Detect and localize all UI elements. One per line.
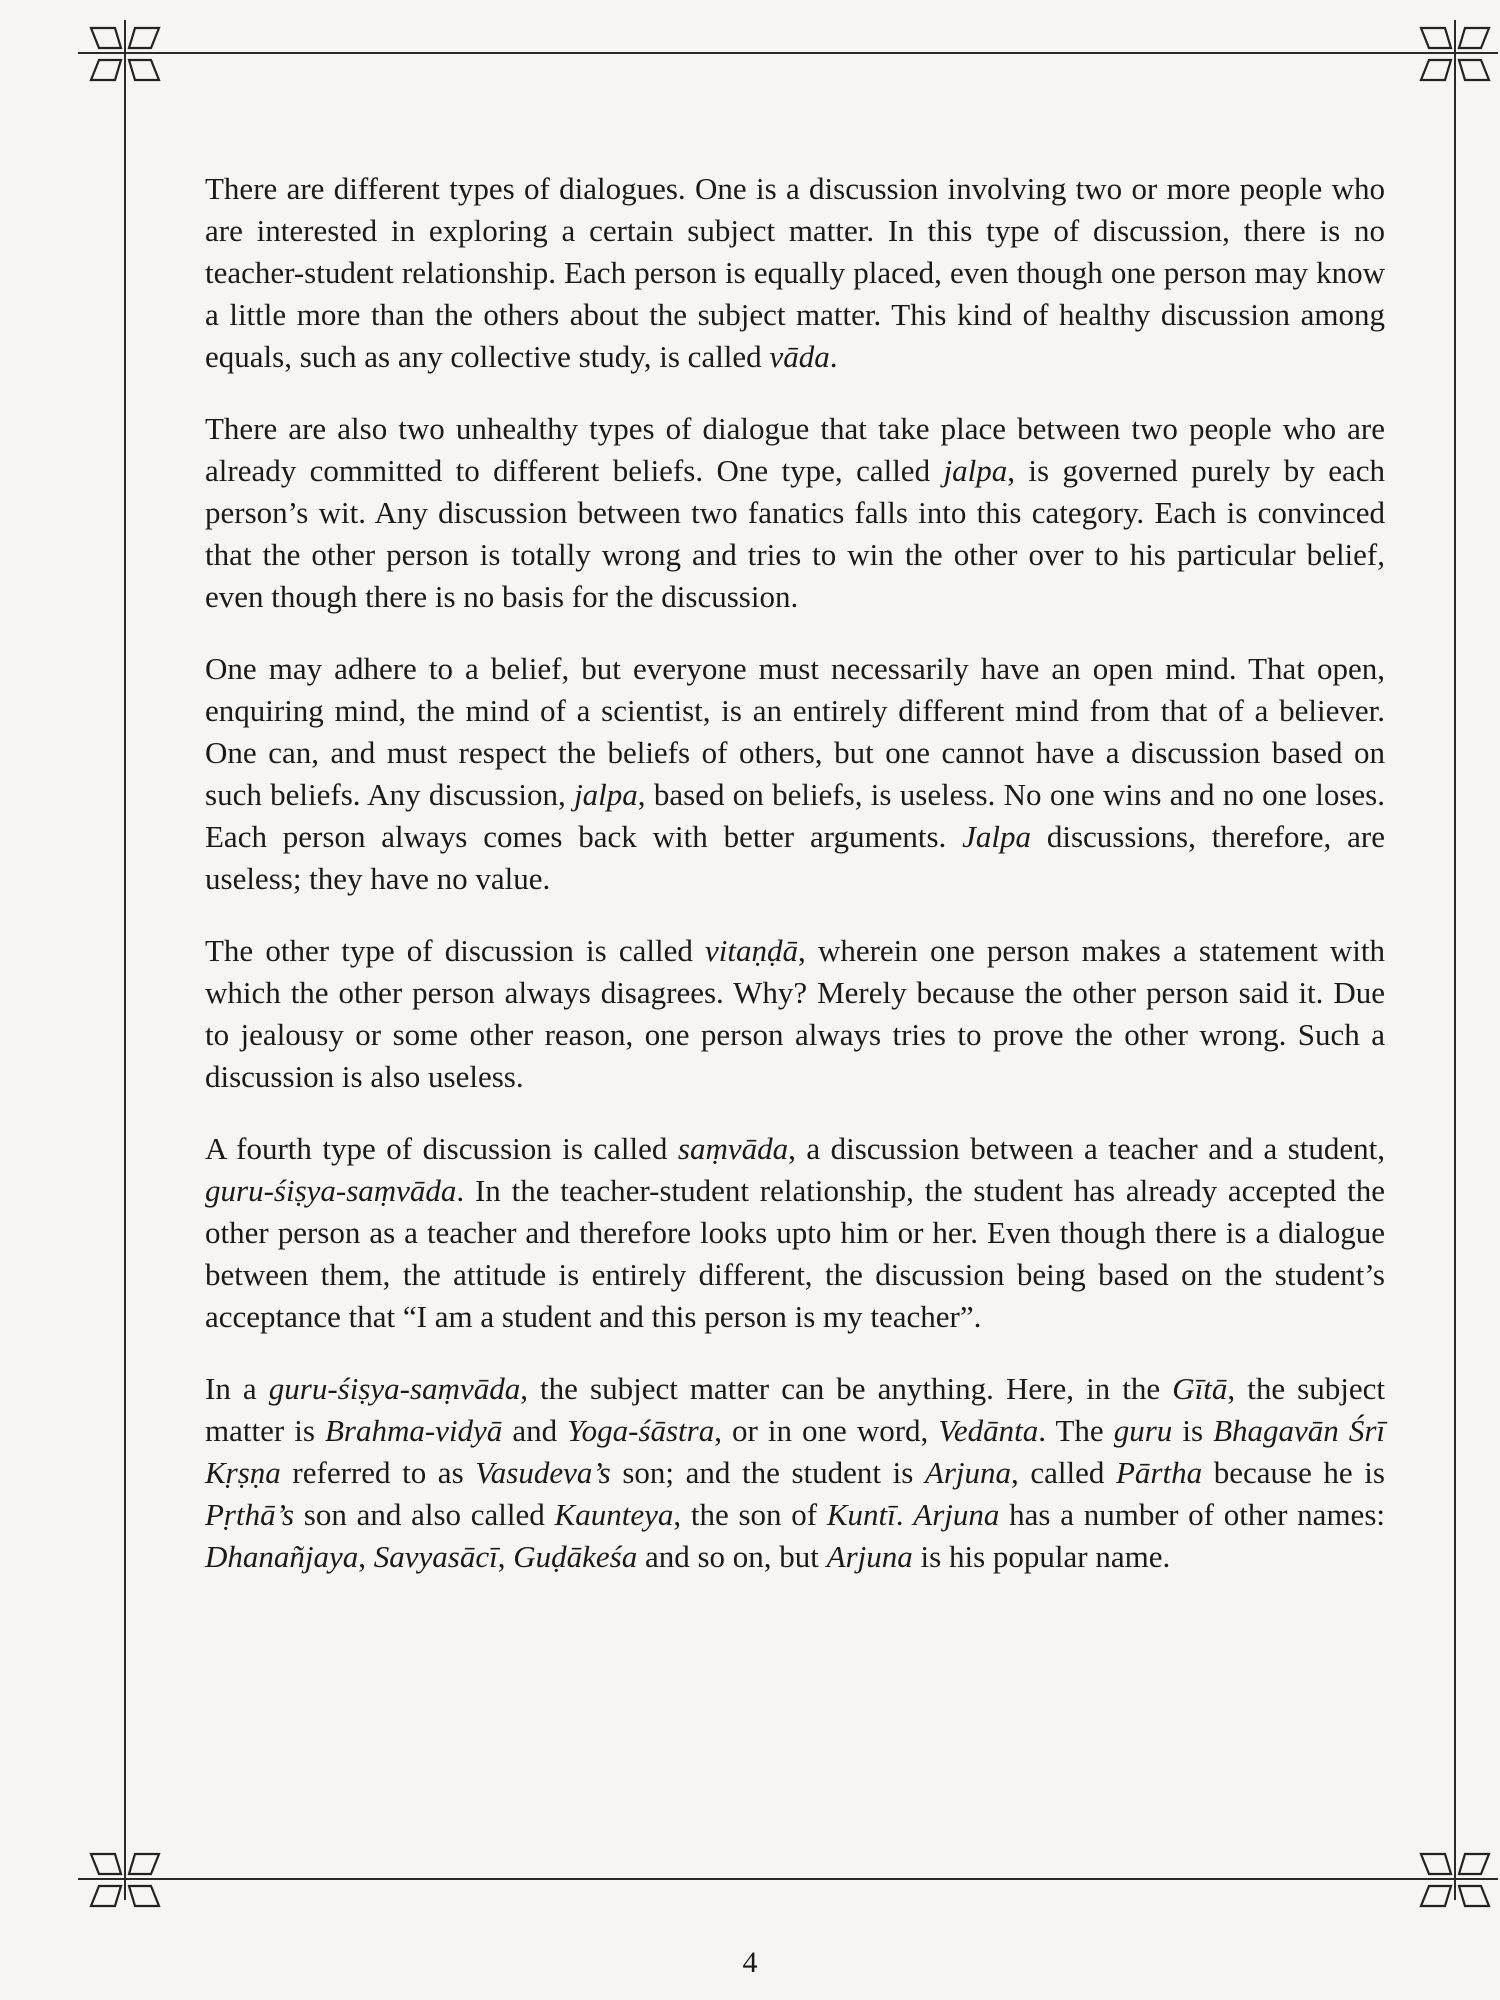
- text-run: , the son of: [673, 1497, 827, 1532]
- text-run: , the subject matter can be anything. Here, in the: [520, 1371, 1173, 1406]
- text-run: referred to as: [280, 1455, 476, 1490]
- paragraph-vada: [205, 168, 1385, 378]
- italic-term: guru: [1113, 1413, 1173, 1448]
- italic-term: jalpa: [574, 777, 638, 812]
- paragraph-vitanda: [205, 930, 1385, 1098]
- italic-term: Guḍākeśa: [513, 1539, 638, 1574]
- text-run: and so on, but: [637, 1539, 827, 1574]
- text-run: In a: [205, 1371, 269, 1406]
- text-run: is: [1172, 1413, 1214, 1448]
- corner-ornament-bottom-left: [85, 1840, 165, 1920]
- italic-term: Gītā: [1172, 1371, 1228, 1406]
- body-text: [205, 168, 1385, 1608]
- text-run: A fourth type of discussion is called: [205, 1131, 678, 1166]
- text-run: .: [829, 339, 838, 374]
- paragraph-jalpa-intro: [205, 408, 1385, 618]
- text-run: son and also called: [294, 1497, 555, 1532]
- italic-term: Arjuna: [826, 1539, 913, 1574]
- corner-ornament-bottom-right: [1415, 1840, 1495, 1920]
- corner-ornament-top-left: [85, 14, 165, 94]
- italic-term: Arjuna: [924, 1455, 1012, 1490]
- text-run: and: [502, 1413, 568, 1448]
- text-run: There are different types of dialogues. One is a discussion involving two or more people who are interested in exploring a certain subject matter. In this type of discussion, there is no teacher-student relationship. Each person is equally placed, even though one person may know a little more than the others about the subject matter. This kind of healthy discussion among equals, such as any collective study, is called: [205, 171, 1385, 374]
- italic-term: jalpa: [943, 453, 1008, 488]
- text-run: There are also two unhealthy types of dialogue that take place between two people who are already committed to different beliefs. One type, called: [205, 411, 1385, 488]
- text-run: . The: [1038, 1413, 1114, 1448]
- italic-term: Pārtha: [1116, 1455, 1203, 1490]
- text-run: , the subject matter is: [205, 1371, 1385, 1448]
- italic-term: guru-śiṣya-saṃvāda: [205, 1173, 457, 1208]
- paragraph-open-mind: [205, 648, 1385, 900]
- italic-term: Vedānta: [938, 1413, 1039, 1448]
- text-run: , a discussion between a teacher and a student,: [788, 1131, 1385, 1166]
- italic-term: guru-śiṣya-saṃvāda: [268, 1371, 521, 1406]
- italic-term: vāda: [769, 339, 830, 374]
- italic-term: Brahma-vidyā: [324, 1413, 503, 1448]
- text-run: . In the teacher-student relationship, the student has already accepted the other person as a teacher and therefore looks upto him or her. Even though there is a dialogue between them, the attitude is entirely different, the discussion being based on the student’s acceptance that “I am a student and this person is my teacher”.: [205, 1173, 1385, 1334]
- text-run: is his popular name.: [912, 1539, 1171, 1574]
- frame-right-rule: [1454, 20, 1456, 1900]
- text-run: , is governed purely by each person’s wit. Any discussion between two fanatics falls into this category. Each is convinced that the other person is totally wrong and tries to win the other over to his particular belief, even though there is no basis for the discussion.: [205, 453, 1385, 614]
- frame-bottom-rule: [78, 1878, 1498, 1880]
- text-run: The other type of discussion is called: [205, 933, 706, 968]
- italic-term: Dhanañjaya: [205, 1539, 359, 1574]
- frame-top-rule: [78, 52, 1498, 54]
- text-run: One may adhere to a belief, but everyone must necessarily have an open mind. That open, enquiring mind, the mind of a scientist, is an entirely different mind from that of a believer. One can, and must respect the beliefs of others, but one cannot have a discussion based on such beliefs. Any discussion,: [205, 651, 1385, 812]
- text-run: , wherein one person makes a statement with which the other person always disagrees. Why? Merely because the other person said it. Due to jealousy or some other reason, one person always tries to prove the other wrong. Such a discussion is also useless.: [205, 933, 1385, 1094]
- text-run: ,: [497, 1539, 514, 1574]
- italic-term: Savyasācī: [373, 1539, 498, 1574]
- italic-term: vitaṇḍā: [705, 933, 799, 968]
- italic-term: Jalpa: [962, 819, 1032, 854]
- text-run: , based on beliefs, is useless. No one wins and no one loses. Each person always comes back with better arguments.: [205, 777, 1385, 854]
- italic-term: Kuntī: [826, 1497, 896, 1532]
- frame-left-rule: [124, 20, 126, 1900]
- text-run: , or in one word,: [714, 1413, 939, 1448]
- italic-term: saṃvāda: [677, 1131, 789, 1166]
- text-run: has a number of other names:: [999, 1497, 1385, 1532]
- text-run: discussions, therefore, are useless; they have no value.: [205, 819, 1385, 896]
- italic-term: Yoga-śāstra: [567, 1413, 715, 1448]
- text-run: son; and the student is: [610, 1455, 925, 1490]
- paragraph-gita-subject: [205, 1368, 1385, 1578]
- italic-term: Kaunteya: [554, 1497, 674, 1532]
- italic-term: Pṛthā’s: [205, 1497, 295, 1532]
- italic-term: Bhagavān Śrī Kṛṣṇa: [205, 1413, 1385, 1490]
- italic-term: Vasudeva’s: [475, 1455, 611, 1490]
- paragraph-samvada: [205, 1128, 1385, 1338]
- corner-ornament-top-right: [1415, 14, 1495, 94]
- italic-term: Arjuna: [913, 1497, 1000, 1532]
- text-run: because he is: [1202, 1455, 1385, 1490]
- page-number: 4: [742, 1946, 758, 1979]
- text-run: .: [895, 1497, 914, 1532]
- text-run: ,: [358, 1539, 374, 1574]
- text-run: , called: [1011, 1455, 1116, 1490]
